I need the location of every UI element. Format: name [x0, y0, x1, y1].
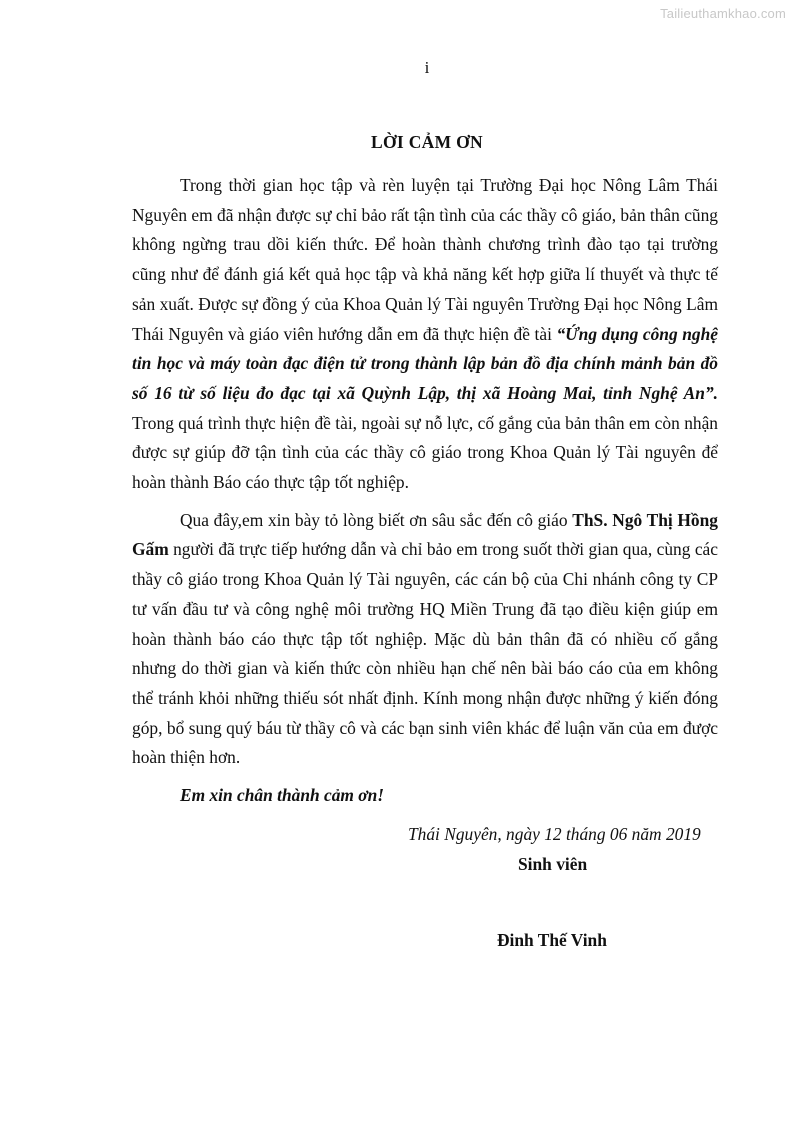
signer-role: Sinh viên [518, 854, 588, 874]
paragraph-2-intro: Qua đây,em xin bày tỏ lòng biết ơn sâu sắc đến cô giáo [180, 509, 573, 530]
thesis-topic: “Ứng dụng công nghệ tin học và máy toàn đạc điện tử trong thành lập bản đồ địa chính mảnh bản đồ số 16 từ số liệu đo đạc tại xã Quỳnh Lập, thị xã Hoàng Mai, tỉnh Nghệ An”. [132, 323, 718, 403]
closing-line: Em xin chân thành cảm ơn! [180, 785, 385, 805]
signer-name: Đinh Thế Vinh [497, 930, 607, 950]
paragraph-2 [132, 506, 718, 773]
advisor-name: ThS. Ngô Thị Hồng Gấm [132, 509, 718, 560]
paragraph-1 [132, 171, 718, 498]
place-date: Thái Nguyên, ngày 12 tháng 06 năm 2019 [408, 824, 701, 844]
page-title: LỜI CẢM ƠN [371, 132, 483, 152]
watermark-text: Tailieuthamkhao.com [660, 6, 786, 21]
paragraph-2-outro: người đã trực tiếp hướng dẫn và chỉ bảo em trong suốt thời gian qua, cùng các thầy cô giáo trong Khoa Quản lý Tài nguyên, các cán bộ của Chi nhánh công ty CP tư vấn đầu tư và công nghệ môi trường HQ Miền Trung đã tạo điều kiện giúp em hoàn thành báo cáo thực tập tốt nghiệp. Mặc dù bản thân đã có nhiều cố gắng nhưng do thời gian và kiến thức còn nhiều hạn chế nên bài báo cáo của em không thể tránh khỏi những thiếu sót nhất định. Kính mong nhận được những ý kiến đóng góp, bổ sung quý báu từ thầy cô và các bạn sinh viên khác để luận văn của em được hoàn thiện hơn. [132, 539, 718, 768]
paragraph-1-outro: Trong quá trình thực hiện đề tài, ngoài sự nỗ lực, cố gắng của bản thân em còn nhận được sự giúp đỡ tận tình của các thầy cô giáo trong Khoa Quản lý Tài nguyên để hoàn thành Báo cáo thực tập tốt nghiệp. [132, 412, 718, 493]
page-number: i [424, 58, 430, 77]
paragraph-1-intro: Trong thời gian học tập và rèn luyện tại Trường Đại học Nông Lâm Thái Nguyên em đã nhận được sự chỉ bảo rất tận tình của các thầy cô giáo, bản thân cũng không ngừng trau dồi kiến thức. Để hoàn thành chương trình đào tạo tại trường cũng như để đánh giá kết quả học tập và khả năng kết hợp giữa lí thuyết và thực tế sản xuất. Được sự đồng ý của Khoa Quản lý Tài nguyên Trường Đại học Nông Lâm Thái Nguyên và giáo viên hướng dẫn em đã thực hiện đề tài [132, 175, 718, 344]
body-text [132, 171, 718, 773]
